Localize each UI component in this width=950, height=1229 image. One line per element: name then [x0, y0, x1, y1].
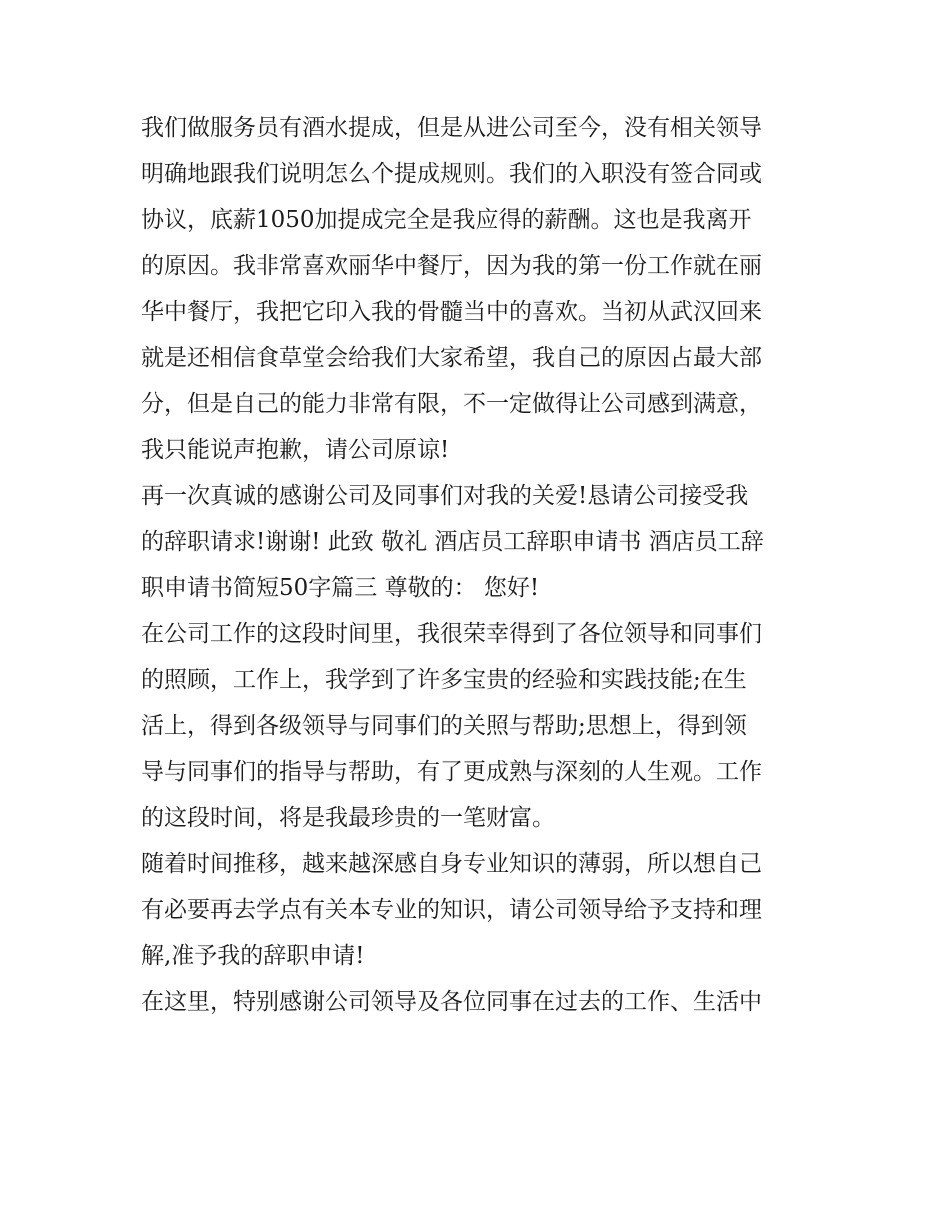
text-line: 协议，底薪1050加提成完全是我应得的薪酬。这也是我离开: [141, 207, 752, 233]
text-line: 的照顾，工作上，我学到了许多宝贵的经验和实践技能;在生: [141, 667, 747, 693]
text-line: 我们做服务员有酒水提成，但是从进公司至今，没有相关领导: [141, 115, 762, 141]
text-line: 活上，得到各级领导与同事们的关照与帮助;思想上，得到领: [141, 713, 747, 739]
document-body: [141, 105, 821, 1025]
text-line: 随着时间推移，越来越深感自身专业知识的薄弱，所以想自己: [141, 851, 762, 877]
text-line: 解,准予我的辞职申请!: [141, 943, 365, 969]
text-line: 华中餐厅，我把它印入我的骨髓当中的喜欢。当初从武汉回来: [141, 299, 762, 325]
text-line: 的这段时间，将是我最珍贵的一笔财富。: [141, 805, 555, 831]
text-line: 有必要再去学点有关本专业的知识，请公司领导给予支持和理: [141, 897, 762, 923]
text-line: 明确地跟我们说明怎么个提成规则。我们的入职没有签合同或: [141, 161, 762, 187]
text-line: 分，但是自己的能力非常有限，不一定做得让公司感到满意，: [141, 391, 762, 417]
text-line: 导与同事们的指导与帮助，有了更成熟与深刻的人生观。工作: [141, 759, 762, 785]
text-line: 再一次真诚的感谢公司及同事们对我的关爱!恳请公司接受我: [141, 483, 749, 509]
text-line: 的原因。我非常喜欢丽华中餐厅，因为我的第一份工作就在丽: [141, 253, 762, 279]
text-line: 我只能说声抱歉，请公司原谅!: [141, 437, 450, 463]
text-line: 在这里，特别感谢公司领导及各位同事在过去的工作、生活中: [141, 989, 762, 1015]
text-line: 就是还相信食草堂会给我们大家希望，我自己的原因占最大部: [141, 345, 762, 371]
text-line: 在公司工作的这段时间里，我很荣幸得到了各位领导和同事们: [141, 621, 762, 647]
text-line: 职申请书简短50字篇三 尊敬的： 您好!: [141, 575, 540, 601]
text-line: 的辞职请求!谢谢! 此致 敬礼 酒店员工辞职申请书 酒店员工辞: [141, 529, 764, 555]
